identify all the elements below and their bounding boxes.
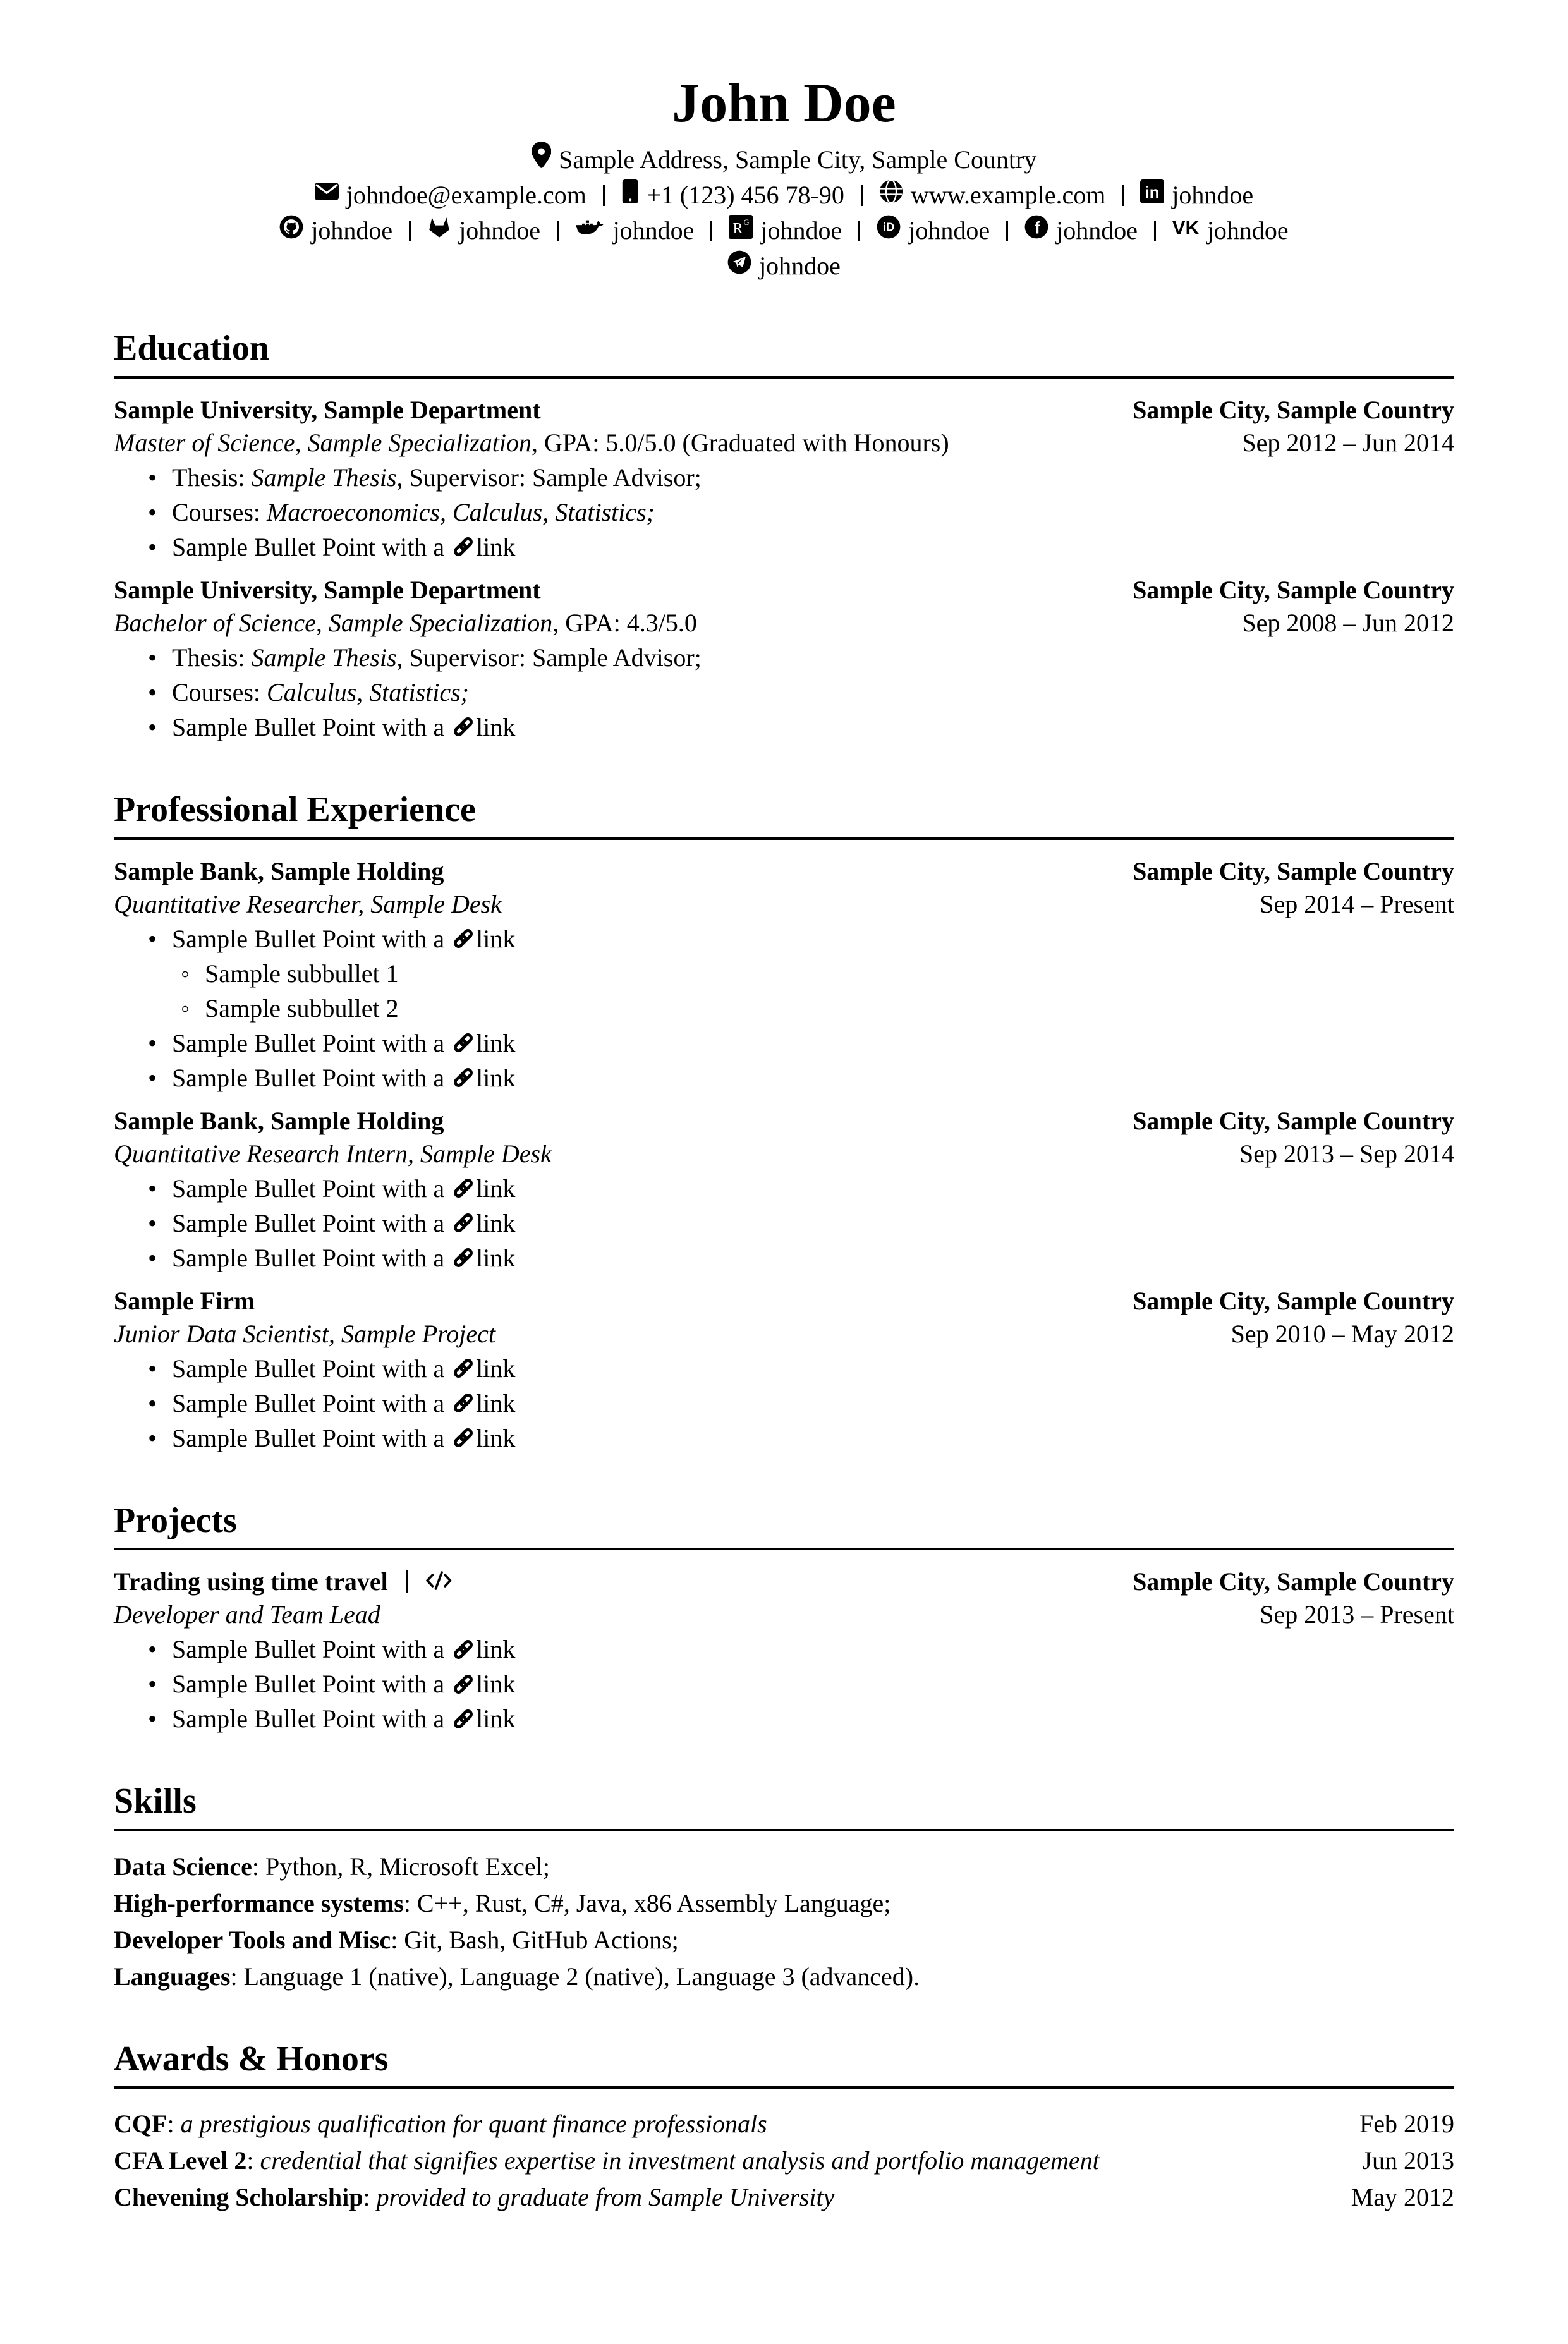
degree-line: [114, 427, 1217, 459]
bullet-text: Sample Bullet Point with a: [172, 1423, 451, 1452]
award-text: [114, 2108, 1334, 2141]
entry-location: Sample City, Sample Country: [1133, 856, 1454, 885]
section-skills: [114, 1782, 1454, 1993]
bullet-text: Sample Bullet Point with a: [172, 1704, 451, 1734]
orcid-handle: johndoe: [908, 216, 990, 245]
bullet-hyperlink[interactable]: [451, 713, 515, 741]
entry-subheader-row: [114, 1138, 1454, 1170]
facebook-handle: johndoe: [1056, 216, 1138, 245]
bullet-item: [172, 1172, 1454, 1205]
thesis-title: Sample Thesis: [251, 643, 397, 672]
github-handle: johndoe: [311, 216, 393, 245]
bullet-item: [172, 1703, 1454, 1735]
bullet-text: Sample Bullet Point with a: [172, 924, 451, 953]
gitlab-link[interactable]: [427, 214, 540, 247]
courses-list: Macroeconomics, Calculus, Statistics;: [267, 497, 655, 526]
svg-text:VK: VK: [1172, 217, 1200, 240]
address-text: Sample Address, Sample City, Sample Country: [559, 145, 1037, 174]
company-name: Sample Bank, Sample Holding: [114, 1106, 444, 1135]
subbullet-list: [172, 957, 1454, 1025]
link-icon: [451, 1030, 476, 1055]
entry-location: Sample City, Sample Country: [1133, 395, 1454, 424]
link-text: link: [476, 1063, 516, 1092]
mobile-phone-icon: [621, 179, 640, 203]
entry-location: Sample City, Sample Country: [1133, 1106, 1454, 1135]
entry-header-row: [114, 1285, 1454, 1318]
bullet-list: [114, 923, 1454, 1095]
role-title: Quantitative Researcher, Sample Desk: [114, 889, 502, 918]
telegram-icon: [727, 250, 751, 274]
section-title-experience: Professional Experience: [114, 791, 1454, 840]
orcid-link[interactable]: [877, 214, 990, 247]
thesis-title: Sample Thesis: [251, 463, 397, 492]
entry-subheader-row: [114, 1318, 1454, 1351]
link-icon: [451, 1637, 476, 1662]
separator-bar: [1006, 221, 1008, 241]
skill-label: Languages: [114, 1962, 231, 1991]
link-text: link: [476, 1174, 516, 1203]
entry-header-row: [114, 1105, 1454, 1138]
education-entry: [114, 574, 1454, 744]
bullet-text: Sample Bullet Point with a: [172, 532, 451, 561]
award-text: [114, 2144, 1337, 2177]
degree-italic: Bachelor of Science, Sample Specialization: [114, 608, 553, 637]
experience-entry: [114, 855, 1454, 1095]
section-experience: [114, 791, 1454, 1455]
separator-bar: [603, 185, 605, 206]
entry-header-row: [114, 1565, 1454, 1598]
bullet-item: [172, 531, 1454, 564]
courses-label: Courses:: [172, 497, 267, 526]
link-icon: [451, 534, 476, 559]
section-title-skills: Skills: [114, 1782, 1454, 1831]
company-name: Sample Bank, Sample Holding: [114, 856, 444, 885]
skill-item: [114, 1850, 1454, 1883]
bullet-hyperlink[interactable]: [451, 1209, 515, 1237]
skill-label: Data Science: [114, 1852, 252, 1881]
bullet-item: [172, 923, 1454, 1025]
award-separator: :: [363, 2183, 377, 2212]
gitlab-icon: [427, 215, 451, 239]
link-text: link: [476, 712, 516, 741]
entry-dates: Sep 2014 – Present: [1260, 889, 1454, 918]
bullet-list: [114, 1633, 1454, 1735]
link-icon: [451, 1210, 476, 1236]
entry-location: Sample City, Sample Country: [1133, 575, 1454, 604]
award-item: [114, 2108, 1454, 2141]
link-text: link: [476, 1028, 516, 1057]
gitlab-handle: johndoe: [459, 216, 541, 245]
award-separator: :: [246, 2146, 260, 2175]
bullet-hyperlink[interactable]: [451, 1670, 515, 1698]
link-icon: [451, 1425, 476, 1450]
link-text: link: [476, 1704, 516, 1734]
svg-text:in: in: [1145, 184, 1160, 202]
separator-bar: [710, 221, 712, 241]
link-icon: [451, 1175, 476, 1201]
email-link[interactable]: [315, 179, 586, 212]
section-title-projects: Projects: [114, 1502, 1454, 1551]
subbullet-item: ◦ Sample subbullet 2: [205, 992, 1454, 1025]
project-repo-link[interactable]: [425, 1565, 453, 1598]
researchgate-handle: johndoe: [760, 216, 842, 245]
degree-italic: Master of Science, Sample Specialization: [114, 428, 532, 457]
bullet-item: [172, 711, 1454, 744]
address-item: [532, 142, 1037, 176]
entry-subheader-row: [114, 607, 1454, 640]
degree-rest: , GPA: 5.0/5.0 (Graduated with Honours): [531, 428, 949, 457]
vk-handle: johndoe: [1206, 216, 1289, 245]
entry-header-row: [114, 574, 1454, 607]
svg-text:iD: iD: [883, 221, 895, 234]
phone-text: +1 (123) 456 78-90: [647, 181, 844, 210]
thesis-bullet: [172, 461, 1454, 494]
degree-line: [114, 607, 1217, 640]
telegram-link[interactable]: [727, 250, 841, 282]
bullet-hyperlink[interactable]: [451, 1424, 515, 1452]
link-text: link: [476, 1423, 516, 1452]
entry-location: Sample City, Sample Country: [1133, 1567, 1454, 1596]
phone-link[interactable]: [621, 179, 844, 212]
link-text: link: [476, 1354, 516, 1383]
link-icon: [451, 1356, 476, 1381]
skill-value: : C++, Rust, C#, Java, x86 Assembly Language;: [403, 1888, 891, 1917]
section-title-education: Education: [114, 329, 1454, 379]
code-brackets-icon: [425, 1570, 453, 1591]
link-text: link: [476, 924, 516, 953]
facebook-link[interactable]: [1024, 214, 1138, 247]
link-text: link: [476, 1243, 516, 1272]
email-text: johndoe@example.com: [346, 181, 586, 210]
docker-whale-icon: [575, 215, 605, 239]
entry-dates: Sep 2013 – Sep 2014: [1239, 1139, 1454, 1168]
projects-body: [114, 1550, 1454, 1735]
bullet-text: Sample Bullet Point with a: [172, 1243, 451, 1272]
contact-line-1: [114, 179, 1454, 212]
bullet-hyperlink[interactable]: [451, 1635, 515, 1663]
section-projects: [114, 1502, 1454, 1736]
experience-body: [114, 840, 1454, 1455]
skill-item: [114, 1887, 1454, 1920]
skill-item: [114, 1960, 1454, 1993]
degree-rest: , GPA: 4.3/5.0: [552, 608, 697, 637]
skill-value: : Git, Bash, GitHub Actions;: [391, 1925, 679, 1954]
award-description: credential that signifies expertise in investment analysis and portfolio management: [260, 2146, 1100, 2175]
company-name: Sample Firm: [114, 1286, 255, 1315]
linkedin-handle: johndoe: [1172, 181, 1254, 210]
link-icon: [451, 1245, 476, 1270]
award-description: a prestigious qualification for quant finance professionals: [180, 2110, 767, 2139]
courses-label: Courses:: [172, 677, 267, 707]
bullet-text: Sample Bullet Point with a: [172, 1028, 451, 1057]
orcid-icon: [877, 215, 901, 239]
bullet-hyperlink[interactable]: [451, 1029, 515, 1057]
skill-item: [114, 1924, 1454, 1957]
link-text: link: [476, 532, 516, 561]
entry-subheader-row: [114, 427, 1454, 459]
entry-header-row: [114, 855, 1454, 888]
entry-subheader-row: [114, 888, 1454, 921]
role-title: Developer and Team Lead: [114, 1600, 380, 1629]
courses-bullet: [172, 676, 1454, 709]
thesis-bullet: [172, 641, 1454, 674]
award-description: provided to graduate from Sample University: [376, 2183, 835, 2212]
entry-dates: Sep 2010 – May 2012: [1231, 1319, 1454, 1348]
bullet-hyperlink[interactable]: [451, 1174, 515, 1203]
bullet-item: [172, 1387, 1454, 1420]
website-text: www.example.com: [910, 181, 1106, 210]
vk-link[interactable]: [1172, 214, 1289, 247]
entry-location: Sample City, Sample Country: [1133, 1286, 1454, 1315]
skill-value: : Language 1 (native), Language 2 (native), Language 3 (advanced).: [230, 1962, 920, 1991]
section-education: [114, 329, 1454, 744]
bullet-text: Sample Bullet Point with a: [172, 1063, 451, 1092]
linkedin-icon: [1140, 179, 1164, 203]
link-text: link: [476, 1208, 516, 1237]
person-name: John Doe: [672, 73, 896, 134]
subbullet-item: ◦ Sample subbullet 1: [205, 957, 1454, 990]
entry-dates: Sep 2013 – Present: [1260, 1600, 1454, 1629]
link-icon: [451, 926, 476, 951]
resume-header: [114, 75, 1454, 282]
bullet-text: Sample Bullet Point with a: [172, 1354, 451, 1383]
bullet-item: [172, 1422, 1454, 1455]
section-title-awards: Awards & Honors: [114, 2040, 1454, 2089]
award-label: CQF: [114, 2110, 167, 2139]
address-line: [114, 142, 1454, 176]
separator-bar: [409, 221, 411, 241]
skill-label: High-performance systems: [114, 1888, 404, 1917]
docker-link[interactable]: [575, 214, 694, 247]
vk-icon: [1172, 215, 1200, 239]
contact-line-3: [114, 250, 1454, 282]
award-date: May 2012: [1351, 2183, 1454, 2212]
link-text: link: [476, 1670, 516, 1699]
bullet-hyperlink[interactable]: [451, 1244, 515, 1272]
docker-handle: johndoe: [612, 216, 695, 245]
link-icon: [451, 1065, 476, 1090]
bullet-hyperlink[interactable]: [451, 1354, 515, 1383]
award-text: [114, 2181, 1326, 2214]
role-title: Junior Data Scientist, Sample Project: [114, 1319, 495, 1348]
awards-body: [114, 2089, 1454, 2214]
bullet-text: Sample Bullet Point with a: [172, 1174, 451, 1203]
bullet-item: [172, 1207, 1454, 1240]
bullet-item: [172, 1027, 1454, 1060]
bullet-item: [172, 1668, 1454, 1701]
bullet-text: Sample Bullet Point with a: [172, 1388, 451, 1418]
entry-header-row: [114, 394, 1454, 427]
separator-bar: [858, 221, 860, 241]
link-icon: [451, 1672, 476, 1697]
skill-label: Developer Tools and Misc: [114, 1925, 391, 1954]
contact-line-2: [114, 214, 1454, 247]
award-separator: :: [167, 2110, 181, 2139]
bullet-text: Sample Bullet Point with a: [172, 1208, 451, 1237]
bullet-text: Sample Bullet Point with a: [172, 712, 451, 741]
bullet-list: [114, 641, 1454, 744]
entry-dates: Sep 2012 – Jun 2014: [1242, 428, 1454, 457]
researchgate-icon: [729, 215, 753, 239]
experience-entry: [114, 1105, 1454, 1275]
courses-bullet: [172, 496, 1454, 529]
award-item: [114, 2181, 1454, 2214]
github-link[interactable]: [279, 214, 392, 247]
institution-name: Sample University, Sample Department: [114, 395, 541, 424]
bullet-item: [172, 1633, 1454, 1666]
facebook-icon: [1024, 215, 1048, 239]
thesis-label: Thesis:: [172, 463, 252, 492]
award-label: CFA Level 2: [114, 2146, 247, 2175]
project-entry: [114, 1565, 1454, 1735]
project-title-group: [114, 1565, 452, 1598]
envelope-icon: [315, 179, 339, 203]
location-pin-icon: [532, 142, 552, 168]
globe-icon: [879, 179, 903, 203]
link-icon: [451, 1706, 476, 1732]
project-name: Trading using time travel: [114, 1567, 388, 1596]
bullet-text: Sample Bullet Point with a: [172, 1670, 451, 1699]
bullet-hyperlink[interactable]: [451, 1389, 515, 1418]
separator-bar: [1122, 185, 1124, 206]
award-label: Chevening Scholarship: [114, 2183, 363, 2212]
linkedin-link[interactable]: [1140, 179, 1253, 212]
separator-bar: [1154, 221, 1156, 241]
telegram-handle: johndoe: [759, 252, 841, 281]
bullet-item: [172, 1062, 1454, 1095]
link-text: link: [476, 1388, 516, 1418]
entry-dates: Sep 2008 – Jun 2012: [1242, 608, 1454, 637]
skill-value: : Python, R, Microsoft Excel;: [252, 1852, 550, 1881]
bullet-list: [114, 461, 1454, 564]
separator-bar: [557, 221, 559, 241]
bullet-text: Sample Bullet Point with a: [172, 1635, 451, 1664]
award-date: Feb 2019: [1359, 2110, 1454, 2139]
link-icon: [451, 1390, 476, 1416]
link-text: link: [476, 1635, 516, 1664]
experience-entry: [114, 1285, 1454, 1455]
bullet-list: [114, 1172, 1454, 1275]
svg-text:G: G: [743, 218, 750, 228]
separator-bar: [861, 185, 863, 206]
thesis-rest: , Supervisor: Sample Advisor;: [396, 643, 702, 672]
section-awards: [114, 2040, 1454, 2214]
bullet-hyperlink[interactable]: [451, 1064, 515, 1092]
github-icon: [279, 215, 303, 239]
bullet-hyperlink[interactable]: [451, 925, 515, 953]
education-entry: [114, 394, 1454, 564]
researchgate-link[interactable]: [729, 214, 842, 247]
role-title: Quantitative Research Intern, Sample Desk: [114, 1139, 552, 1168]
bullet-item: [172, 1242, 1454, 1275]
education-body: [114, 379, 1454, 744]
award-date: Jun 2013: [1362, 2146, 1454, 2175]
website-link[interactable]: [879, 179, 1105, 212]
institution-name: Sample University, Sample Department: [114, 575, 541, 604]
thesis-label: Thesis:: [172, 643, 252, 672]
link-icon: [451, 714, 476, 739]
svg-text:R: R: [732, 221, 743, 238]
bullet-item: [172, 1352, 1454, 1385]
bullet-hyperlink[interactable]: [451, 1704, 515, 1733]
svg-text:f: f: [1035, 219, 1041, 238]
bullet-hyperlink[interactable]: [451, 533, 515, 561]
separator-bar: [406, 1570, 408, 1593]
thesis-rest: , Supervisor: Sample Advisor;: [396, 463, 702, 492]
bullet-list: [114, 1352, 1454, 1455]
entry-subheader-row: [114, 1598, 1454, 1631]
skills-body: [114, 1831, 1454, 1993]
award-item: [114, 2144, 1454, 2177]
courses-list: Calculus, Statistics;: [267, 677, 469, 707]
